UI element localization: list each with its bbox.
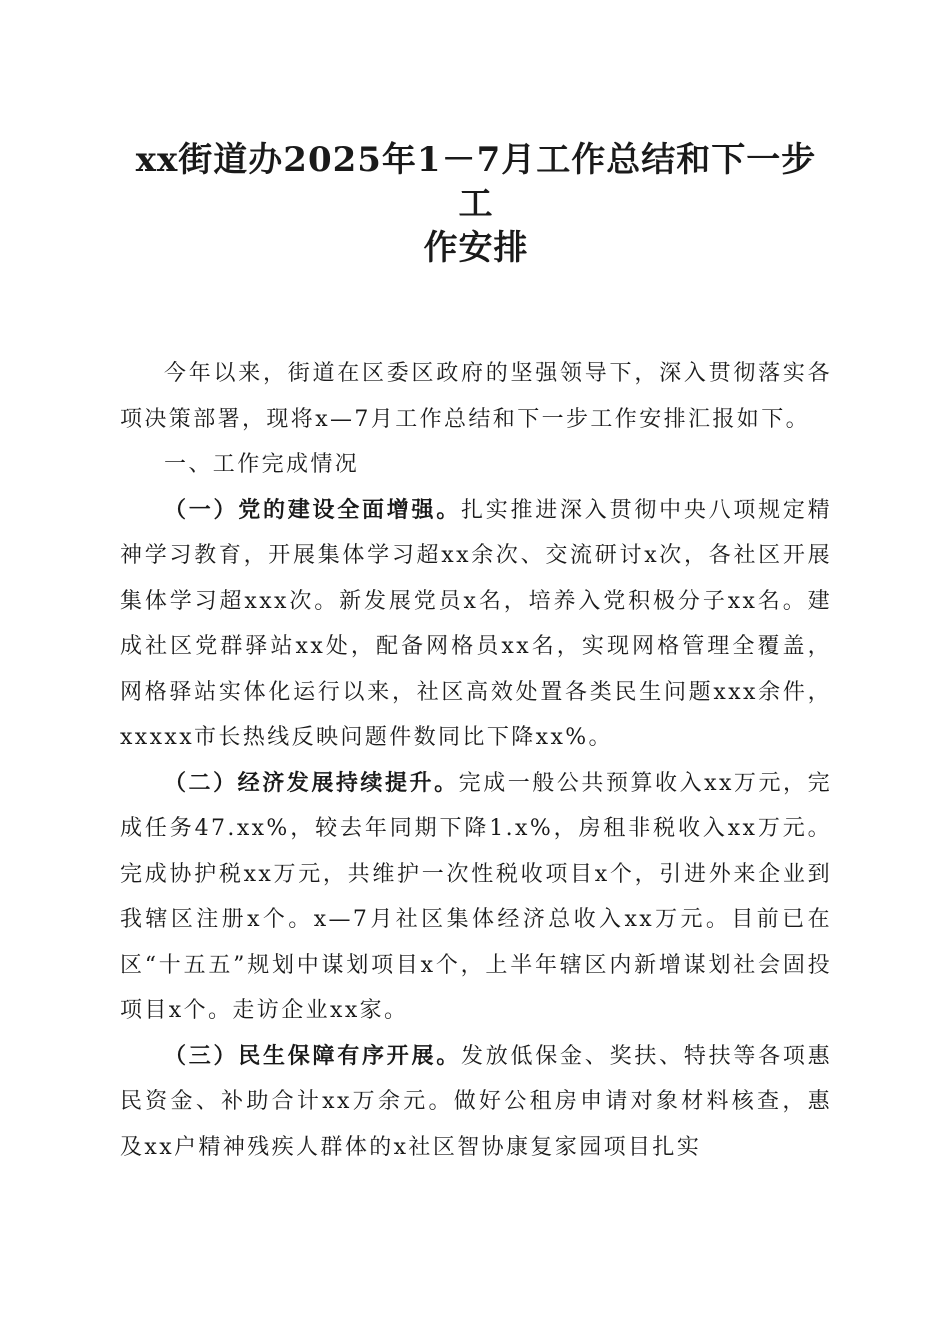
item-lead-livelihood: （三）民生保障有序开展。 bbox=[164, 1042, 462, 1069]
title-line-2: 作安排 bbox=[423, 228, 529, 268]
document-page bbox=[120, 138, 832, 1170]
section-heading-1: 一、工作完成情况 bbox=[164, 452, 360, 477]
item-text-economy: 完成一般公共预算收入xx万元，完成任务47.xx%，较去年同期下降1.x%，房租非税收入xx万元。完成协护税xx万元，共维护一次性税收项目x个，引进外来企业到我辖区注册x个。x—7月社区集体经济总收入xx万元。目前已在区“十五五”规划中谋划项目x个，上半年辖区内新增谋划社会固投项目x个。走访企业xx家。 bbox=[120, 770, 832, 1023]
item-lead-economy: （二）经济发展持续提升。 bbox=[164, 769, 459, 796]
title-line-1: xx街道办2025年1－7月工作总结和下一步工 bbox=[135, 140, 817, 224]
intro-paragraph: 今年以来，街道在区委区政府的坚强领导下，深入贯彻落实各项决策部署，现将x—7月工作总结和下一步工作安排汇报如下。 bbox=[120, 361, 832, 432]
item-paragraph-economy bbox=[120, 761, 832, 1034]
document-title bbox=[120, 138, 832, 270]
item-lead-party-building: （一）党的建设全面增强。 bbox=[164, 496, 462, 523]
item-paragraph-livelihood bbox=[120, 1034, 832, 1171]
document-body bbox=[120, 351, 832, 1170]
item-text-livelihood: 发放低保金、奖扶、特扶等各项惠民资金、补助合计xx万余元。做好公租房申请对象材料核查，惠及xx户精神残疾人群体的x社区智协康复家园项目扎实 bbox=[120, 1043, 832, 1160]
item-paragraph-party-building bbox=[120, 488, 832, 761]
item-text-party-building: 扎实推进深入贯彻中央八项规定精神学习教育，开展集体学习超xx余次、交流研讨x次，各社区开展集体学习超xxx次。新发展党员x名，培养入党积极分子xx名。建成社区党群驿站xx处，配备网格员xx名，实现网格管理全覆盖，网格驿站实体化运行以来，社区高效处置各类民生问题xxx余件，xxxxx市长热线反映问题件数同比下降xx%。 bbox=[120, 497, 832, 750]
